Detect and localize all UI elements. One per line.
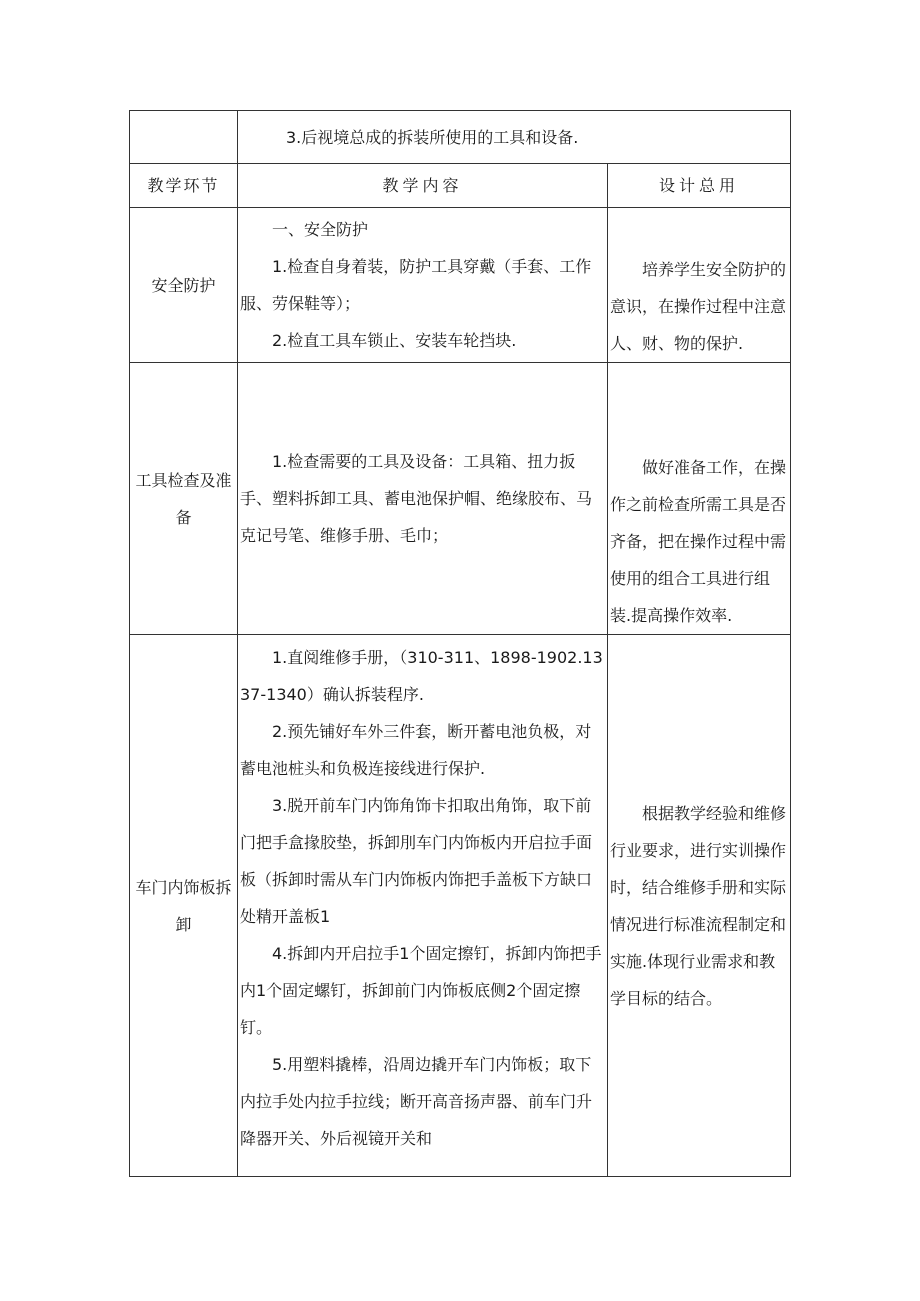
design-paragraph: 培养学生安全防护的意识，在操作过程中注意人、财、物的保护. [610, 260, 787, 353]
content-paragraph: 1.检查自身着装，防护工具穿戴（手套、工作服、劳保鞋等）； [240, 257, 592, 313]
content-cell [238, 363, 608, 635]
section-cell: 工具检查及准备 [130, 363, 238, 635]
content-paragraph: 2.检直工具车锁止、安装车轮挡块. [272, 331, 517, 350]
content-paragraph: 5.用塑料撬棒，沿周边撬开车门内饰板；取下内拉手处内拉手拉线；断开高音扬声器、前车门升降器开关、外后视镜开关和 [240, 1055, 593, 1148]
design-cell [608, 363, 791, 635]
header-design: 设计总用 [608, 164, 791, 208]
content-cell [238, 208, 608, 363]
content-paragraph: 一、安全防护 [272, 220, 369, 239]
content-paragraph: 1.检查需要的工具及设备：工具箱、扭力扳手、塑料拆卸工具、蓄电池保护帽、绝缘胶布、马克记号笔、维修手册、毛巾； [240, 452, 593, 545]
table-row-intro [130, 111, 791, 164]
content-paragraph: 2.预先铺好车外三件套，断开蓄电池负极，对蓄电池桩头和负极连接线进行保护. [240, 722, 592, 778]
content-paragraph: 1.直阅维修手册，（310-311、1898-1902.1337-1340）确认拆装程序. [240, 648, 603, 704]
content-cell [238, 635, 608, 1177]
design-paragraph: 做好准备工作，在操作之前检查所需工具是否齐备，把在操作过程中需使用的组合工具进行组装.提高操作效率. [610, 458, 787, 625]
table-header-row [130, 164, 791, 208]
design-cell [608, 208, 791, 363]
content-paragraph: 4.拆卸内开启拉手1个固定擦钉，拆卸内饰把手内1个固定螺钉，拆卸前门内饰板底侧2个固定擦钉。 [240, 944, 602, 1037]
intro-cell [238, 111, 791, 164]
lesson-plan-table [129, 110, 791, 1177]
intro-text: 3.后视境总成的拆装所使用的工具和设备. [286, 127, 579, 147]
design-cell [608, 635, 791, 1177]
table-row [130, 363, 791, 635]
content-paragraph: 3.脱开前车门内饰角饰卡扣取出角饰，取下前门把手盒掾胶垫，拆卸刖车门内饰板内开启拉手面板（拆卸时需从车门内饰板内饰把手盖板下方缺口处精开盖板1 [240, 796, 593, 926]
header-section: 教学环节 [130, 164, 238, 208]
section-cell: 车门内饰板拆卸 [130, 635, 238, 1177]
intro-empty-cell [130, 111, 238, 164]
section-cell: 安全防护 [130, 208, 238, 363]
header-content: 教学内容 [238, 164, 608, 208]
table-row [130, 208, 791, 363]
table-row [130, 635, 791, 1177]
design-paragraph: 根据教学经验和维修行业要求，进行实训操作时，结合维修手册和实际情况进行标准流程制定和实施.体现行业需求和教学目标的结合。 [610, 803, 787, 1008]
